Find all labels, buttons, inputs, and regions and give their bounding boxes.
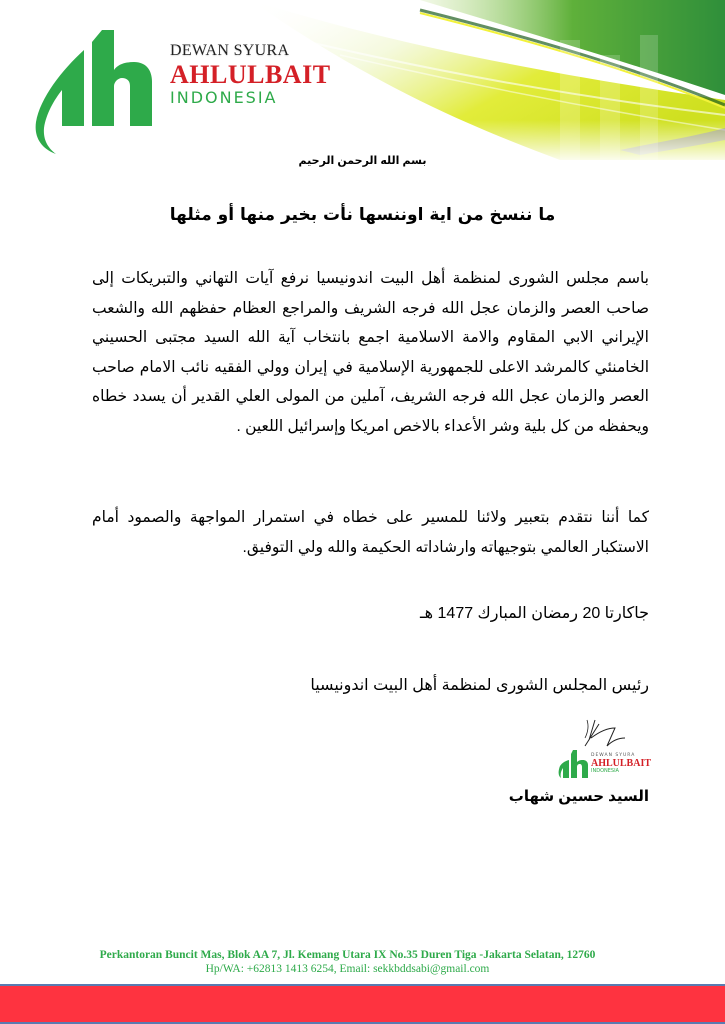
signature-stamp-icon [555, 716, 655, 784]
org-line-indonesia: INDONESIA [170, 88, 278, 107]
footer-contact: Hp/WA: +62813 1413 6254, Email: sekkbddsabi@gmail.com [205, 963, 490, 975]
org-line-dewan-syura: DEWAN SYURA [170, 42, 290, 59]
footer-color-bar [0, 984, 725, 1024]
org-line-ahlulbait: AHLULBAIT [170, 60, 331, 89]
svg-text:INDONESIA: INDONESIA [591, 768, 619, 774]
letter-paragraph-1: باسم مجلس الشورى لمنظمة أهل البيت اندونيسيا نرفع آيات التهاني والتبريكات إلى صاحب العصر والزمان عجل الله فرجه الشريف والمراجع العظام حفظهم الله والشعب الإيراني الابي المقاوم والامة الاسلامية اجمع بانتخاب آية الله السيد مجتبى الحسيني الخامنئي كالمرشد الاعلى للجمهورية الإسلامية في إيران وولي الفقيه نائب الامام صاحب العصر والزمان عجل الله فرجه الشريف، آملين من المولى العلي القدير أن يسدد خطاه ويحفظه من كل بلية وشر الأعداء بالاخص امريكا وإسرائيل اللعين . [92, 270, 649, 435]
letter-paragraph-2: كما أننا نتقدم بتعبير ولائنا للمسير على خطاه في استمرار المواجهة والصمود أمام الاستكبار العالمي بتوجيهاته وارشاداته الحكيمة والله ولي التوفيق. [92, 509, 649, 556]
footer-address: Perkantoran Buncit Mas, Blok AA 7, Jl. Kemang Utara IX No.35 Duren Tiga -Jakarta Selatan, 12760 [99, 949, 596, 961]
ahlulbait-ab-logo-icon [34, 28, 158, 154]
svg-text:AHLULBAIT: AHLULBAIT [591, 758, 652, 769]
signatory-name: السيد حسين شهاب [508, 788, 649, 805]
quran-verse-heading: ما ننسخ من اية اوننسها نأت بخير منها أو مثلها [169, 205, 556, 225]
letter-date: جاكارتا 20 رمضان المبارك 1477 هـ [419, 605, 649, 622]
organization-name [170, 42, 331, 107]
signatory-title: رئيس المجلس الشورى لمنظمة أهل البيت اندونيسيا [310, 677, 649, 694]
svg-text:DEWAN SYURA: DEWAN SYURA [591, 753, 636, 758]
bismillah-heading: بسم الله الرحمن الرحيم [298, 155, 427, 167]
letterhead-footer [0, 948, 725, 976]
letterhead-header [0, 0, 725, 160]
